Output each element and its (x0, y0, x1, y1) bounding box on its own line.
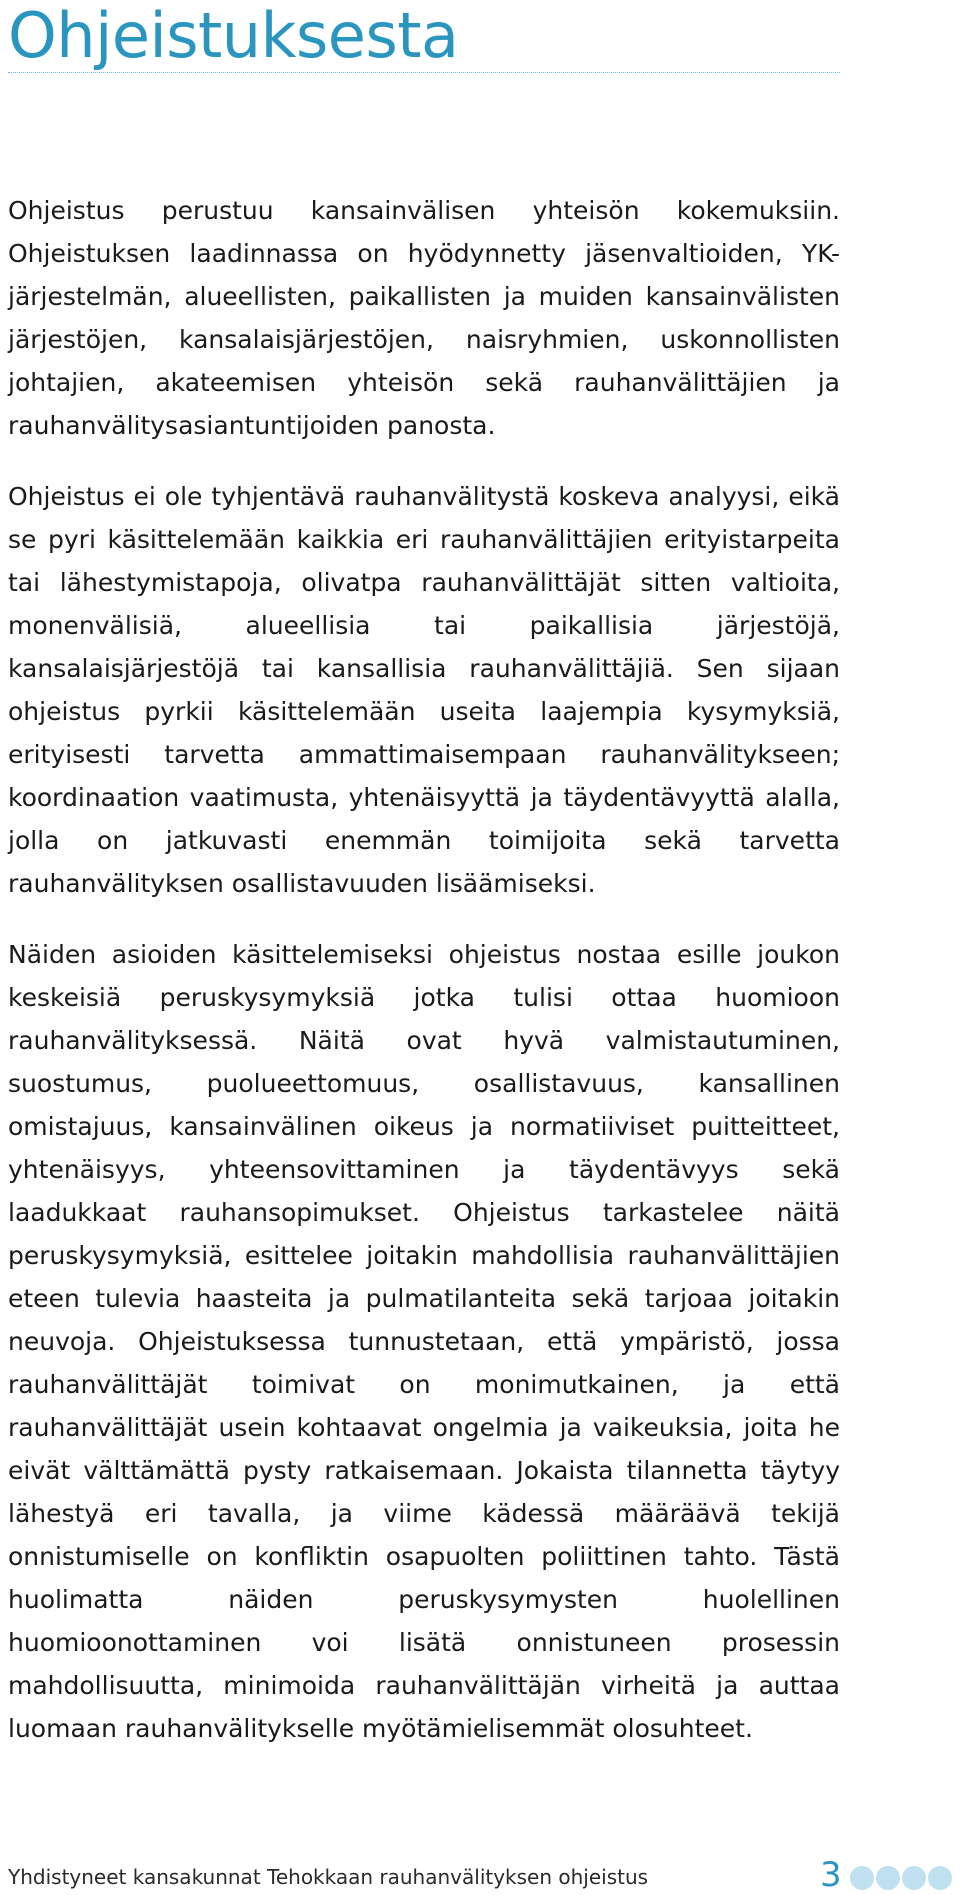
page-number: 3 (820, 1855, 842, 1895)
paragraph-3: Näiden asioiden käsittelemiseksi ohjeistus nostaa esille joukon keskeisiä peruskysymyksiä jotka tulisi ottaa huomioon rauhanvälityksessä. Näitä ovat hyvä valmistautuminen, suostumus, puolueettomuus, osallistavuus, kansallinen omistajuus, kansainvälinen oikeus ja normatiiviset puitteitteet, yhtenäisyys, yhteensovittaminen ja täydentävyys sekä laadukkaat rauhansopimukset. Ohjeistus tarkastelee näitä peruskysymyksiä, esittelee joitakin mahdollisia rauhanvälittäjien eteen tulevia haasteita ja pulmatilanteita sekä tarjoaa joitakin neuvoja. Ohjeistuksessa tunnustetaan, että ympäristö, jossa rauhanvälittäjät toimivat on monimutkainen, ja että rauhanvälittäjät usein kohtaavat ongelmia ja vaikeuksia, joita he eivät välttämättä pysty ratkaisemaan. Jokaista tilannetta täytyy lähestyä eri tavalla, ja viime kädessä määräävä tekijä onnistumiselle on konfliktin osapuolten poliittinen tahto. Tästä huolimatta näiden peruskysymysten huolellinen huomioonottaminen voi lisätä onnistuneen prosessin mahdollisuutta, minimoida rauhanvälittäjän virheitä ja auttaa luomaan rauhanvälitykselle myötämielisemmät olosuhteet. (8, 940, 840, 1743)
page-title: Ohjeistuksesta (8, 0, 459, 72)
page-footer (8, 1855, 952, 1895)
paragraph-1: Ohjeistus perustuu kansainvälisen yhteisön kokemuksiin. Ohjeistuksen laadinnassa on hyödynnetty jäsenvaltioiden, YK-järjestelmän, alueellisten, paikallisten ja muiden kansainvälisten järjestöjen, kansalaisjärjestöjen, naisryhmien, uskonnollisten johtajien, akateemisen yhteisön sekä rauhanvälittäjien ja rauhanvälitysasiantuntijoiden panosta. (8, 196, 840, 440)
body-text (8, 189, 840, 1778)
dot-icon (850, 1866, 874, 1890)
dot-icon (902, 1866, 926, 1890)
dot-icon (928, 1866, 952, 1890)
paragraph-2: Ohjeistus ei ole tyhjentävä rauhanvälitystä koskeva analyysi, eikä se pyri käsittelemään kaikkia eri rauhanvälittäjien erityistarpeita tai lähestymistapoja, olivatpa rauhanvälittäjät sitten valtioita, monenvälisiä, alueellisia tai paikallisia järjestöjä, kansalaisjärjestöjä tai kansallisia rauhanvälittäjiä. Sen sijaan ohjeistus pyrkii käsittelemään useita laajempia kysymyksiä, erityisesti tarvetta ammattimaisempaan rauhanvälitykseen; koordinaation vaatimusta, yhtenäisyyttä ja täydentävyyttä alalla, jolla on jatkuvasti enemmän toimijoita sekä tarvetta rauhanvälityksen osallistavuuden lisäämiseksi. (8, 482, 840, 898)
footer-publication-title: Yhdistyneet kansakunnat Tehokkaan rauhanvälityksen ohjeistus (8, 1865, 649, 1889)
dot-icon (876, 1866, 900, 1890)
decorative-dots (850, 1866, 952, 1890)
title-divider (8, 72, 840, 73)
